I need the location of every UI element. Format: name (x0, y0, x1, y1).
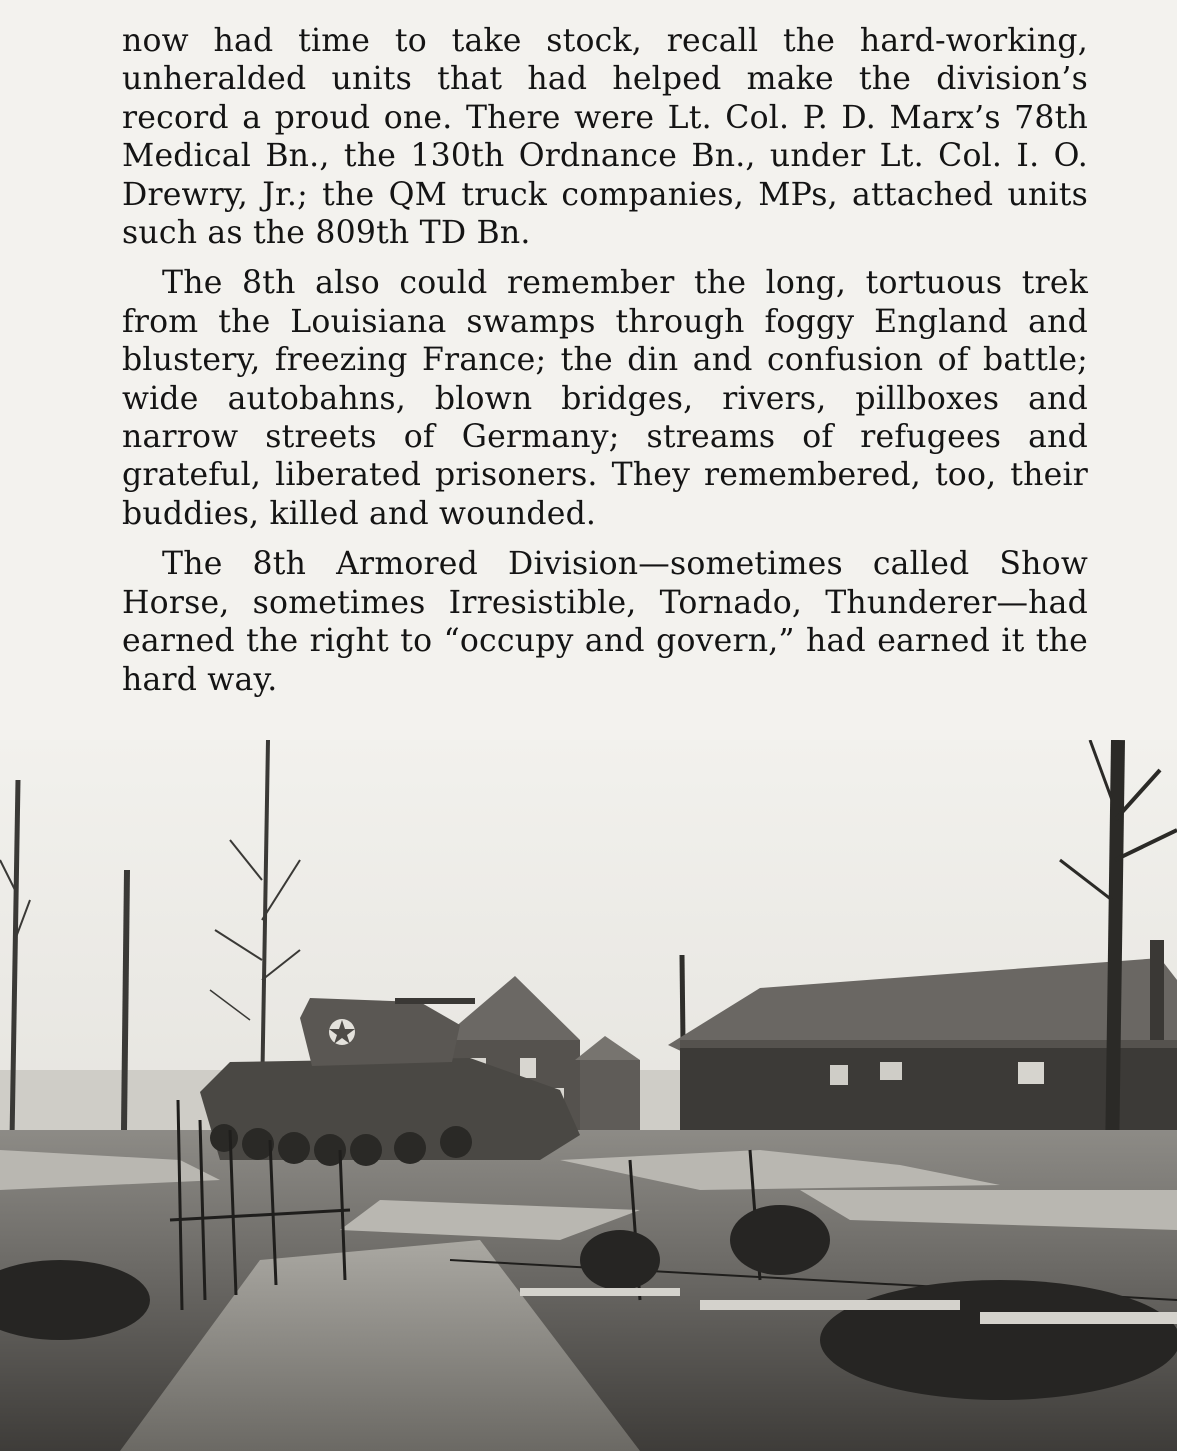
body-text (122, 22, 1088, 711)
paragraph-2: The 8th also could remember the long, tortuous trek from the Louisiana swamps through foggy England and blustery, freezing France; the din and confusion of battle; wide autobahns, blown bridges, rivers, pillboxes and narrow streets of Germany; streams of refugees and grateful, liberated prisoners. They remembered, too, their buddies, killed and wounded. (122, 265, 1088, 532)
paragraph-3: The 8th Armored Division—sometimes called Show Horse, sometimes Irresistible, Tornado, Thunderer—had earned the right to “occupy and govern,” had earned it the hard way. (122, 546, 1088, 698)
tank-photograph (0, 740, 1177, 1451)
paragraph-1: now had time to take stock, recall the hard-working, unheralded units that had helped make the division’s record a proud one. There were Lt. Col. P. D. Marx’s 78th Medical Bn., the 130th Ordnance Bn., under Lt. Col. I. O. Drewry, Jr.; the QM truck companies, MPs, attached units such as the 809th TD Bn. (122, 23, 1088, 252)
